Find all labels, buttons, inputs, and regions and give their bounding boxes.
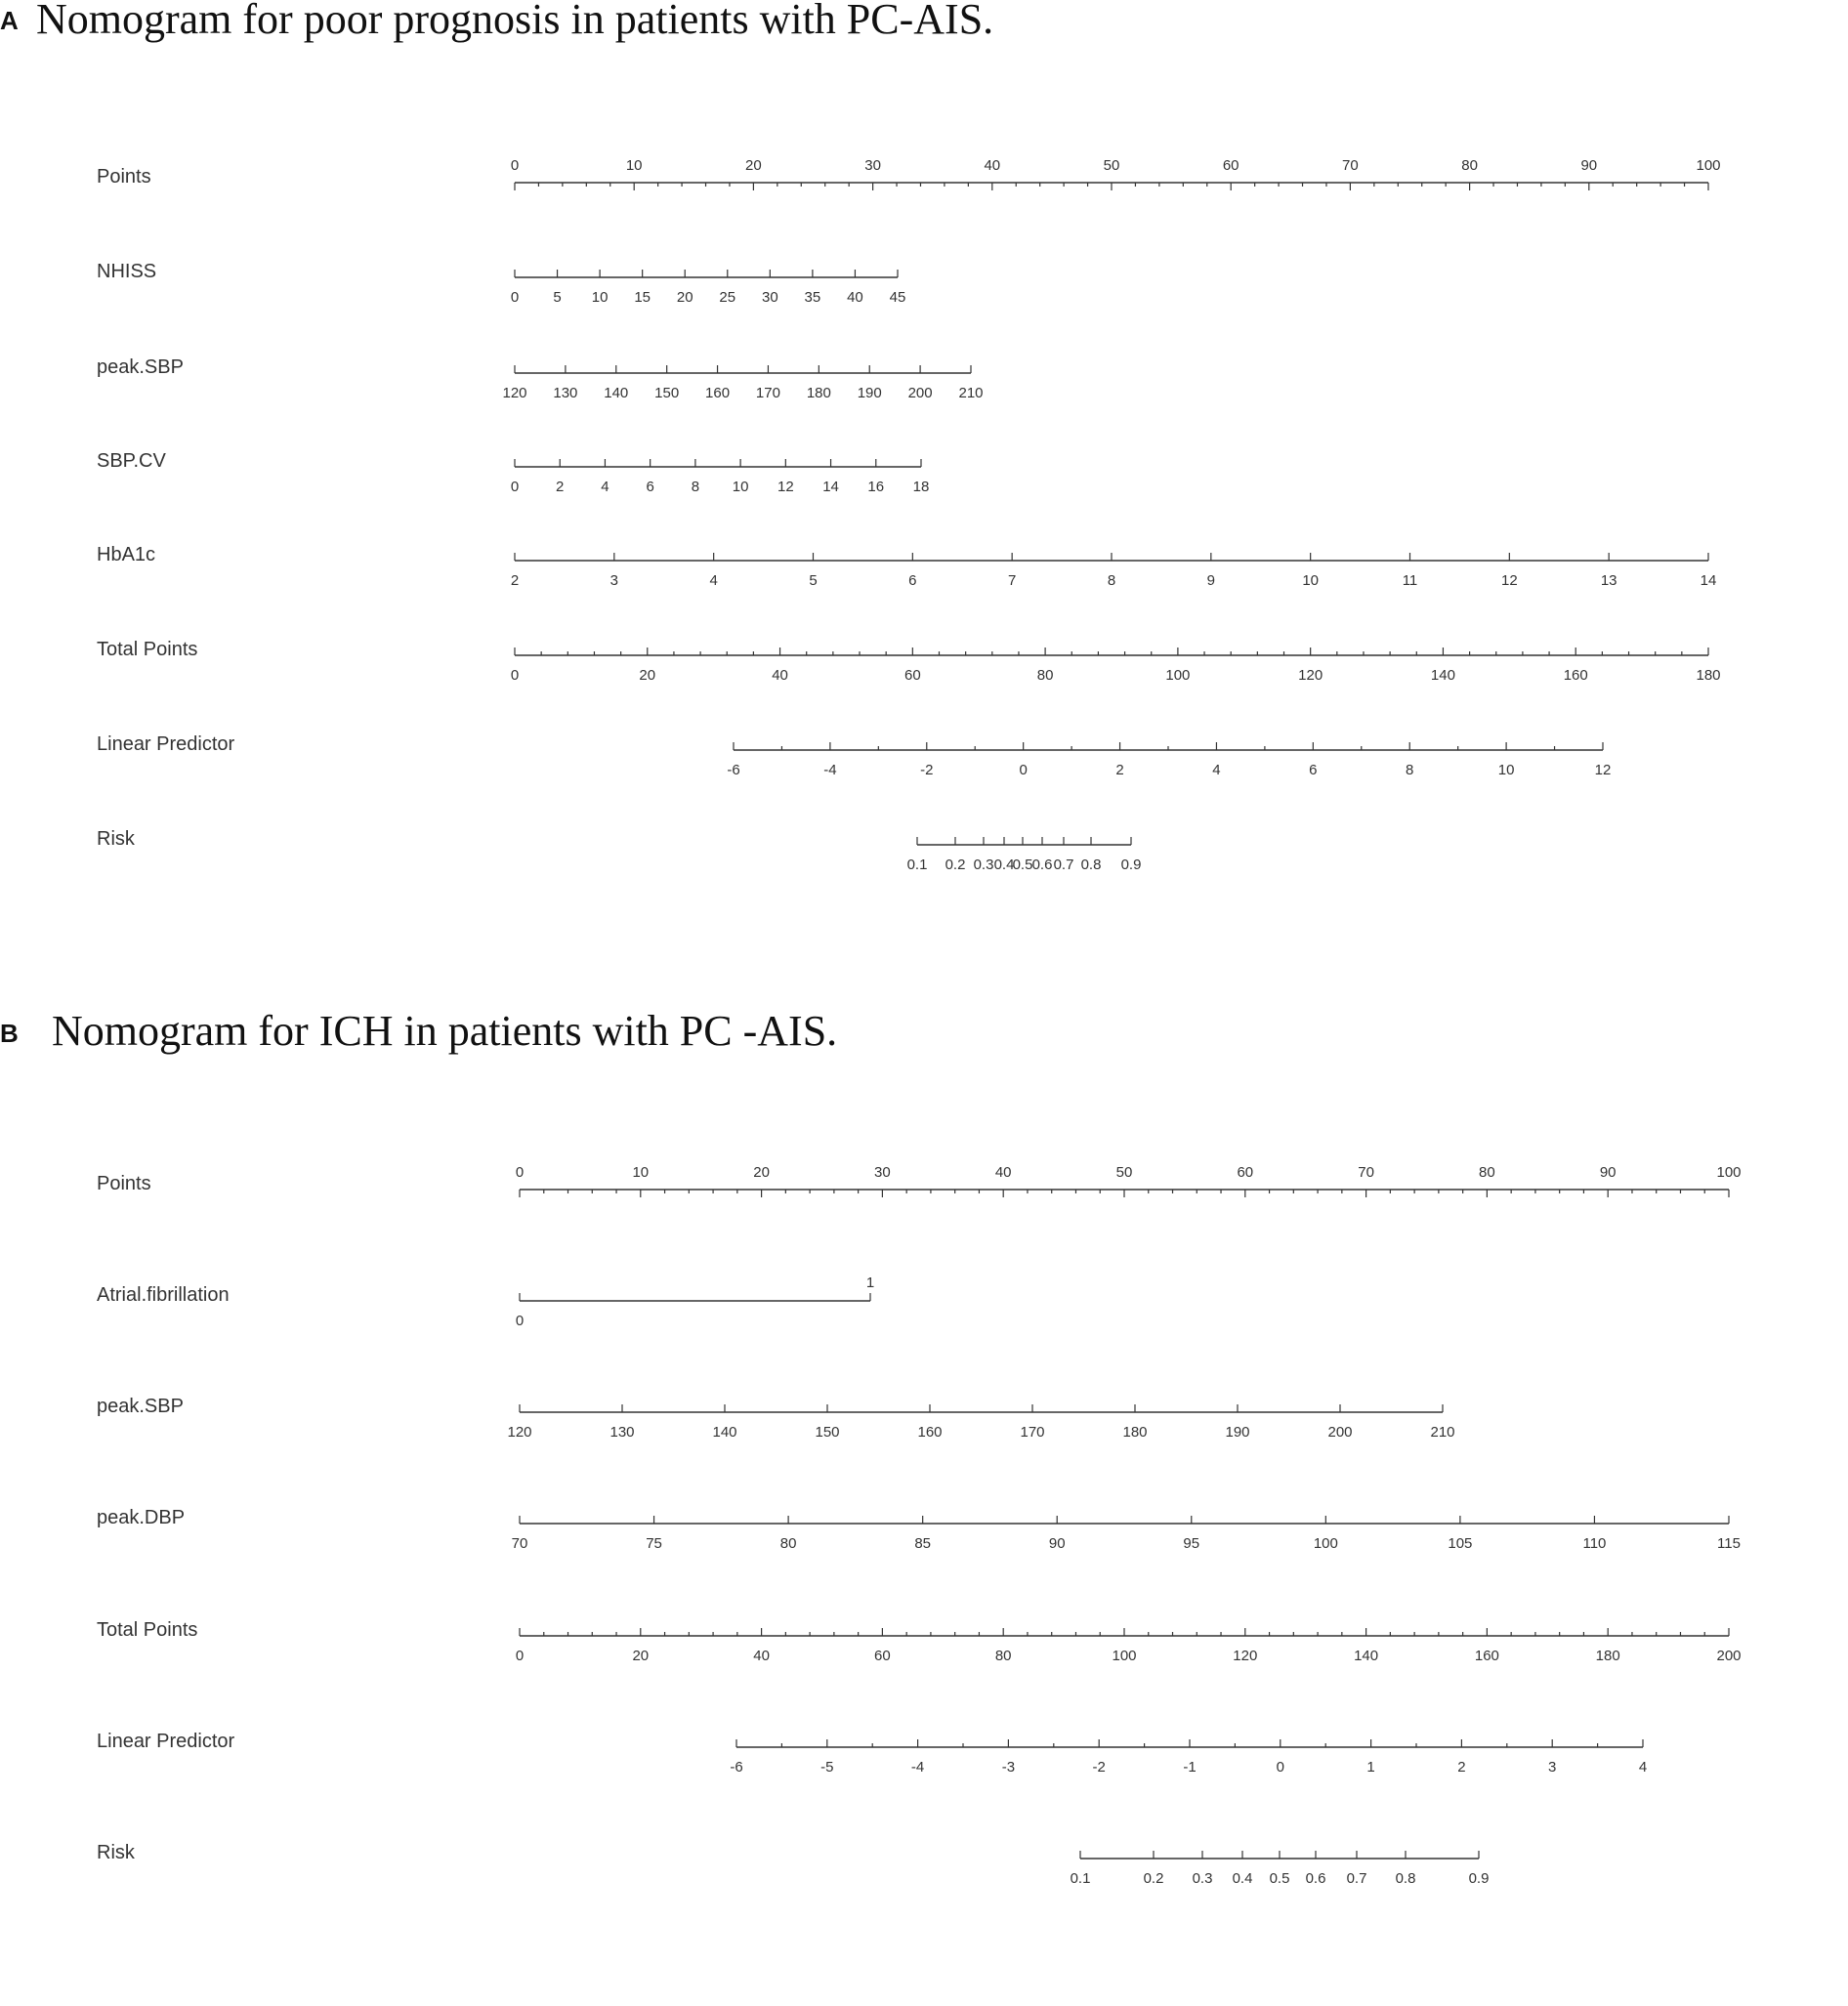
panel-b-risk-tick-label: 0.2 xyxy=(1143,1870,1164,1887)
panel-a-peak-sbp-tick-label: 190 xyxy=(857,385,882,401)
panel-a-linear-predictor-tick-label: 2 xyxy=(1115,762,1124,778)
panel-a-points-tick-label: 100 xyxy=(1696,157,1721,174)
panel-a-linear-predictor-tick-label: 10 xyxy=(1497,762,1515,778)
panel-a-hba1c-tick-label: 10 xyxy=(1302,572,1320,589)
panel-b-total-points-label: Total Points xyxy=(97,1619,198,1641)
panel-a-nhiss-tick-label: 40 xyxy=(847,289,863,306)
panel-a-sbp-cv-tick-label: 8 xyxy=(691,479,700,495)
panel-b-atrial-fibrillation-tick-label: 0 xyxy=(515,1313,525,1329)
panel-b-points-tick-label: 0 xyxy=(515,1164,525,1181)
panel-a-sbp-cv-tick-label: 2 xyxy=(556,479,565,495)
panel-a-hba1c-tick-label: 3 xyxy=(609,572,619,589)
panel-a-peak-sbp-tick-label: 210 xyxy=(958,385,984,401)
panel-b-atrial-fibrillation-tick-label: 1 xyxy=(865,1275,875,1291)
panel-b-total-points-tick-label: 140 xyxy=(1354,1648,1379,1664)
panel-b-total-points-tick-label: 0 xyxy=(515,1648,525,1664)
panel-a-risk-tick-label: 0.9 xyxy=(1120,857,1142,873)
panel-a-sbp-cv-tick-label: 4 xyxy=(601,479,609,495)
panel-a-linear-predictor-tick-label: 0 xyxy=(1019,762,1028,778)
panel-b-linear-predictor-tick-label: 3 xyxy=(1548,1759,1557,1776)
panel-b-points-label: Points xyxy=(97,1173,151,1194)
panel-b-points-tick-label: 60 xyxy=(1237,1164,1254,1181)
panel-b-risk-label: Risk xyxy=(97,1842,135,1863)
panel-a-total-points-tick-label: 100 xyxy=(1165,667,1191,684)
panel-a-sbp-cv-label: SBP.CV xyxy=(97,450,166,472)
panel-a-hba1c-tick-label: 4 xyxy=(709,572,718,589)
panel-a-points-tick-label: 10 xyxy=(625,157,643,174)
panel-b-linear-predictor-tick-label: 0 xyxy=(1276,1759,1284,1776)
panel-a-sbp-cv-tick-label: 6 xyxy=(646,479,654,495)
panel-a-points-tick-label: 0 xyxy=(510,157,520,174)
panel-b-points-tick-label: 90 xyxy=(1599,1164,1617,1181)
panel-b-total-points-tick-label: 80 xyxy=(994,1648,1012,1664)
panel-a-risk-tick-label: 0.2 xyxy=(945,857,966,873)
panel-a-nhiss-tick-label: 30 xyxy=(761,289,778,306)
panel-b-linear-predictor-tick-label: -1 xyxy=(1183,1759,1197,1776)
panel-a-points-tick-label: 40 xyxy=(984,157,1001,174)
panel-a-total-points-tick-label: 120 xyxy=(1298,667,1323,684)
panel-a-linear-predictor-tick-label: -4 xyxy=(823,762,837,778)
panel-b-total-points-tick-label: 40 xyxy=(753,1648,770,1664)
panel-b-points-tick-label: 70 xyxy=(1358,1164,1374,1181)
panel-a-total-points-tick-label: 180 xyxy=(1696,667,1721,684)
panel-b-total-points-tick-label: 160 xyxy=(1474,1648,1499,1664)
panel-b-peak-sbp-tick-label: 140 xyxy=(712,1424,737,1441)
panel-b-peak-dbp-tick-label: 95 xyxy=(1183,1535,1200,1552)
panel-a-hba1c-tick-label: 11 xyxy=(1402,572,1418,589)
panel-a-risk-tick-label: 0.5 xyxy=(1012,857,1033,873)
panel-b-peak-dbp-tick-label: 100 xyxy=(1313,1535,1338,1552)
panel-a-risk-tick-label: 0.3 xyxy=(973,857,994,873)
panel-b-total-points-tick-label: 60 xyxy=(874,1648,891,1664)
panel-a-points-tick-label: 20 xyxy=(745,157,762,174)
panel-b-points-tick-label: 30 xyxy=(874,1164,891,1181)
panel-a-total-points-tick-label: 20 xyxy=(639,667,656,684)
panel-a-total-points-tick-label: 60 xyxy=(903,667,921,684)
panel-b-peak-sbp-tick-label: 120 xyxy=(507,1424,532,1441)
panel-b-peak-dbp-tick-label: 105 xyxy=(1448,1535,1473,1552)
panel-a-hba1c-tick-label: 7 xyxy=(1007,572,1017,589)
panel-b-risk-tick-label: 0.8 xyxy=(1395,1870,1416,1887)
panel-a-hba1c-tick-label: 14 xyxy=(1700,572,1717,589)
panel-b-peak-dbp-tick-label: 70 xyxy=(511,1535,528,1552)
panel-b-title: Nomogram for ICH in patients with PC -AIS. xyxy=(52,1007,838,1055)
panel-b-peak-sbp-tick-label: 160 xyxy=(917,1424,943,1441)
panel-a-peak-sbp-tick-label: 130 xyxy=(553,385,578,401)
panel-a-points-tick-label: 90 xyxy=(1580,157,1598,174)
panel-b-linear-predictor-tick-label: 4 xyxy=(1638,1759,1648,1776)
panel-b-peak-dbp-tick-label: 110 xyxy=(1582,1535,1607,1552)
panel-a-total-points-tick-label: 0 xyxy=(510,667,520,684)
panel-a-hba1c-tick-label: 5 xyxy=(809,572,818,589)
panel-a-hba1c-tick-label: 8 xyxy=(1107,572,1116,589)
panel-a-sbp-cv-tick-label: 10 xyxy=(732,479,749,495)
panel-a-nhiss-tick-label: 10 xyxy=(591,289,609,306)
panel-b-letter: B xyxy=(0,1019,19,1048)
panel-a-hba1c-label: HbA1c xyxy=(97,544,156,565)
panel-a-peak-sbp-label: peak.SBP xyxy=(97,356,184,378)
panel-b-peak-dbp-tick-label: 85 xyxy=(914,1535,932,1552)
panel-a-peak-sbp-tick-label: 180 xyxy=(806,385,831,401)
panel-b-peak-dbp-tick-label: 90 xyxy=(1048,1535,1066,1552)
panel-a-linear-predictor-tick-label: 12 xyxy=(1594,762,1612,778)
panel-a-nhiss-tick-label: 25 xyxy=(719,289,736,306)
panel-b-total-points-tick-label: 100 xyxy=(1112,1648,1137,1664)
panel-b-total-points-tick-label: 20 xyxy=(632,1648,650,1664)
panel-a-risk-label: Risk xyxy=(97,828,135,850)
panel-b-points-tick-label: 20 xyxy=(753,1164,770,1181)
panel-a-linear-predictor-tick-label: -2 xyxy=(920,762,934,778)
panel-a-nhiss-tick-label: 15 xyxy=(634,289,651,306)
panel-a-risk-tick-label: 0.4 xyxy=(993,857,1015,873)
panel-a-linear-predictor-tick-label: 8 xyxy=(1406,762,1414,778)
panel-b-linear-predictor-tick-label: 2 xyxy=(1457,1759,1466,1776)
panel-a-sbp-cv-tick-label: 14 xyxy=(822,479,839,495)
panel-a-risk-tick-label: 0.8 xyxy=(1080,857,1102,873)
panel-b-linear-predictor-tick-label: -4 xyxy=(910,1759,925,1776)
panel-a-total-points-tick-label: 140 xyxy=(1430,667,1455,684)
panel-b-peak-sbp-tick-label: 210 xyxy=(1430,1424,1455,1441)
panel-a-hba1c-tick-label: 9 xyxy=(1206,572,1216,589)
panel-a-points-tick-label: 70 xyxy=(1342,157,1359,174)
panel-a-hba1c-tick-label: 2 xyxy=(510,572,520,589)
panel-a-sbp-cv-tick-label: 12 xyxy=(777,479,794,495)
panel-b-linear-predictor-label: Linear Predictor xyxy=(97,1731,235,1752)
panel-b-linear-predictor-tick-label: -6 xyxy=(730,1759,743,1776)
panel-a-nhiss-tick-label: 20 xyxy=(676,289,693,306)
panel-a-risk-tick-label: 0.6 xyxy=(1031,857,1053,873)
panel-b-points-tick-label: 40 xyxy=(994,1164,1012,1181)
panel-a-peak-sbp-tick-label: 170 xyxy=(755,385,780,401)
panel-b-peak-sbp-tick-label: 170 xyxy=(1020,1424,1045,1441)
panel-a-total-points-label: Total Points xyxy=(97,639,198,660)
panel-b-risk-tick-label: 0.9 xyxy=(1468,1870,1490,1887)
panel-b-total-points-tick-label: 180 xyxy=(1595,1648,1620,1664)
panel-a-total-points-tick-label: 80 xyxy=(1036,667,1054,684)
panel-b-risk-tick-label: 0.5 xyxy=(1269,1870,1290,1887)
panel-a-hba1c-tick-label: 12 xyxy=(1500,572,1518,589)
panel-b-points-tick-label: 50 xyxy=(1115,1164,1133,1181)
panel-a-linear-predictor-label: Linear Predictor xyxy=(97,733,235,755)
panel-a-nhiss-tick-label: 0 xyxy=(510,289,520,306)
panel-b-peak-sbp-tick-label: 190 xyxy=(1225,1424,1250,1441)
panel-b-peak-dbp-label: peak.DBP xyxy=(97,1507,186,1528)
panel-a-total-points-tick-label: 160 xyxy=(1563,667,1588,684)
panel-b-peak-dbp-tick-label: 115 xyxy=(1717,1535,1741,1552)
panel-a-risk-tick-label: 0.7 xyxy=(1053,857,1074,873)
panel-b-risk-tick-label: 0.6 xyxy=(1305,1870,1326,1887)
panel-a-risk-tick-label: 0.1 xyxy=(906,857,928,873)
panel-b-risk-tick-label: 0.3 xyxy=(1192,1870,1213,1887)
panel-a-linear-predictor-tick-label: -6 xyxy=(727,762,740,778)
panel-b-risk-tick-label: 0.7 xyxy=(1346,1870,1367,1887)
panel-a-points-tick-label: 80 xyxy=(1461,157,1478,174)
panel-b-peak-sbp-tick-label: 180 xyxy=(1122,1424,1148,1441)
panel-a-peak-sbp-tick-label: 120 xyxy=(502,385,527,401)
panel-a-title: Nomogram for poor prognosis in patients with PC-AIS. xyxy=(36,0,994,43)
panel-b-peak-sbp-tick-label: 130 xyxy=(609,1424,635,1441)
panel-a-letter: A xyxy=(0,6,19,35)
panel-a-points-tick-label: 50 xyxy=(1103,157,1120,174)
panel-b-peak-dbp-tick-label: 80 xyxy=(779,1535,797,1552)
panel-b-atrial-fibrillation-label: Atrial.fibrillation xyxy=(97,1284,230,1306)
panel-b-risk-tick-label: 0.1 xyxy=(1070,1870,1091,1887)
panel-b-points-tick-label: 80 xyxy=(1479,1164,1495,1181)
panel-a-hba1c-tick-label: 6 xyxy=(908,572,917,589)
panel-b-total-points-tick-label: 200 xyxy=(1716,1648,1742,1664)
panel-b-peak-sbp-label: peak.SBP xyxy=(97,1396,184,1417)
panel-a-nhiss-tick-label: 45 xyxy=(889,289,906,306)
panel-a-linear-predictor-tick-label: 4 xyxy=(1212,762,1221,778)
panel-a-nhiss-tick-label: 5 xyxy=(553,289,562,306)
panel-a-nhiss-label: NHISS xyxy=(97,261,157,282)
panel-a-nhiss-tick-label: 35 xyxy=(804,289,821,306)
panel-a-total-points-tick-label: 40 xyxy=(772,667,788,684)
panel-a-peak-sbp-tick-label: 200 xyxy=(907,385,933,401)
panel-a-points-label: Points xyxy=(97,166,151,188)
panel-b-risk-tick-label: 0.4 xyxy=(1232,1870,1253,1887)
panel-b-peak-sbp-tick-label: 150 xyxy=(815,1424,840,1441)
panel-a-hba1c-tick-label: 13 xyxy=(1600,572,1617,589)
panel-a-peak-sbp-tick-label: 140 xyxy=(604,385,629,401)
panel-a-linear-predictor-tick-label: 6 xyxy=(1309,762,1318,778)
panel-b-total-points-tick-label: 120 xyxy=(1233,1648,1258,1664)
panel-b-linear-predictor-tick-label: -3 xyxy=(1001,1759,1016,1776)
panel-b-peak-sbp-tick-label: 200 xyxy=(1327,1424,1353,1441)
panel-b-peak-dbp-tick-label: 75 xyxy=(646,1535,662,1552)
panel-a-peak-sbp-tick-label: 150 xyxy=(654,385,680,401)
panel-b-linear-predictor-tick-label: -5 xyxy=(820,1759,834,1776)
panel-a-sbp-cv-tick-label: 16 xyxy=(867,479,885,495)
panel-a-points-tick-label: 30 xyxy=(864,157,881,174)
panel-b-linear-predictor-tick-label: 1 xyxy=(1366,1759,1375,1776)
panel-a-points-tick-label: 60 xyxy=(1222,157,1239,174)
panel-b-points-tick-label: 100 xyxy=(1716,1164,1742,1181)
panel-b-points-tick-label: 10 xyxy=(632,1164,650,1181)
panel-b-linear-predictor-tick-label: -2 xyxy=(1092,1759,1106,1776)
panel-a-peak-sbp-tick-label: 160 xyxy=(705,385,731,401)
panel-a-sbp-cv-tick-label: 18 xyxy=(912,479,930,495)
panel-a-sbp-cv-tick-label: 0 xyxy=(510,479,520,495)
